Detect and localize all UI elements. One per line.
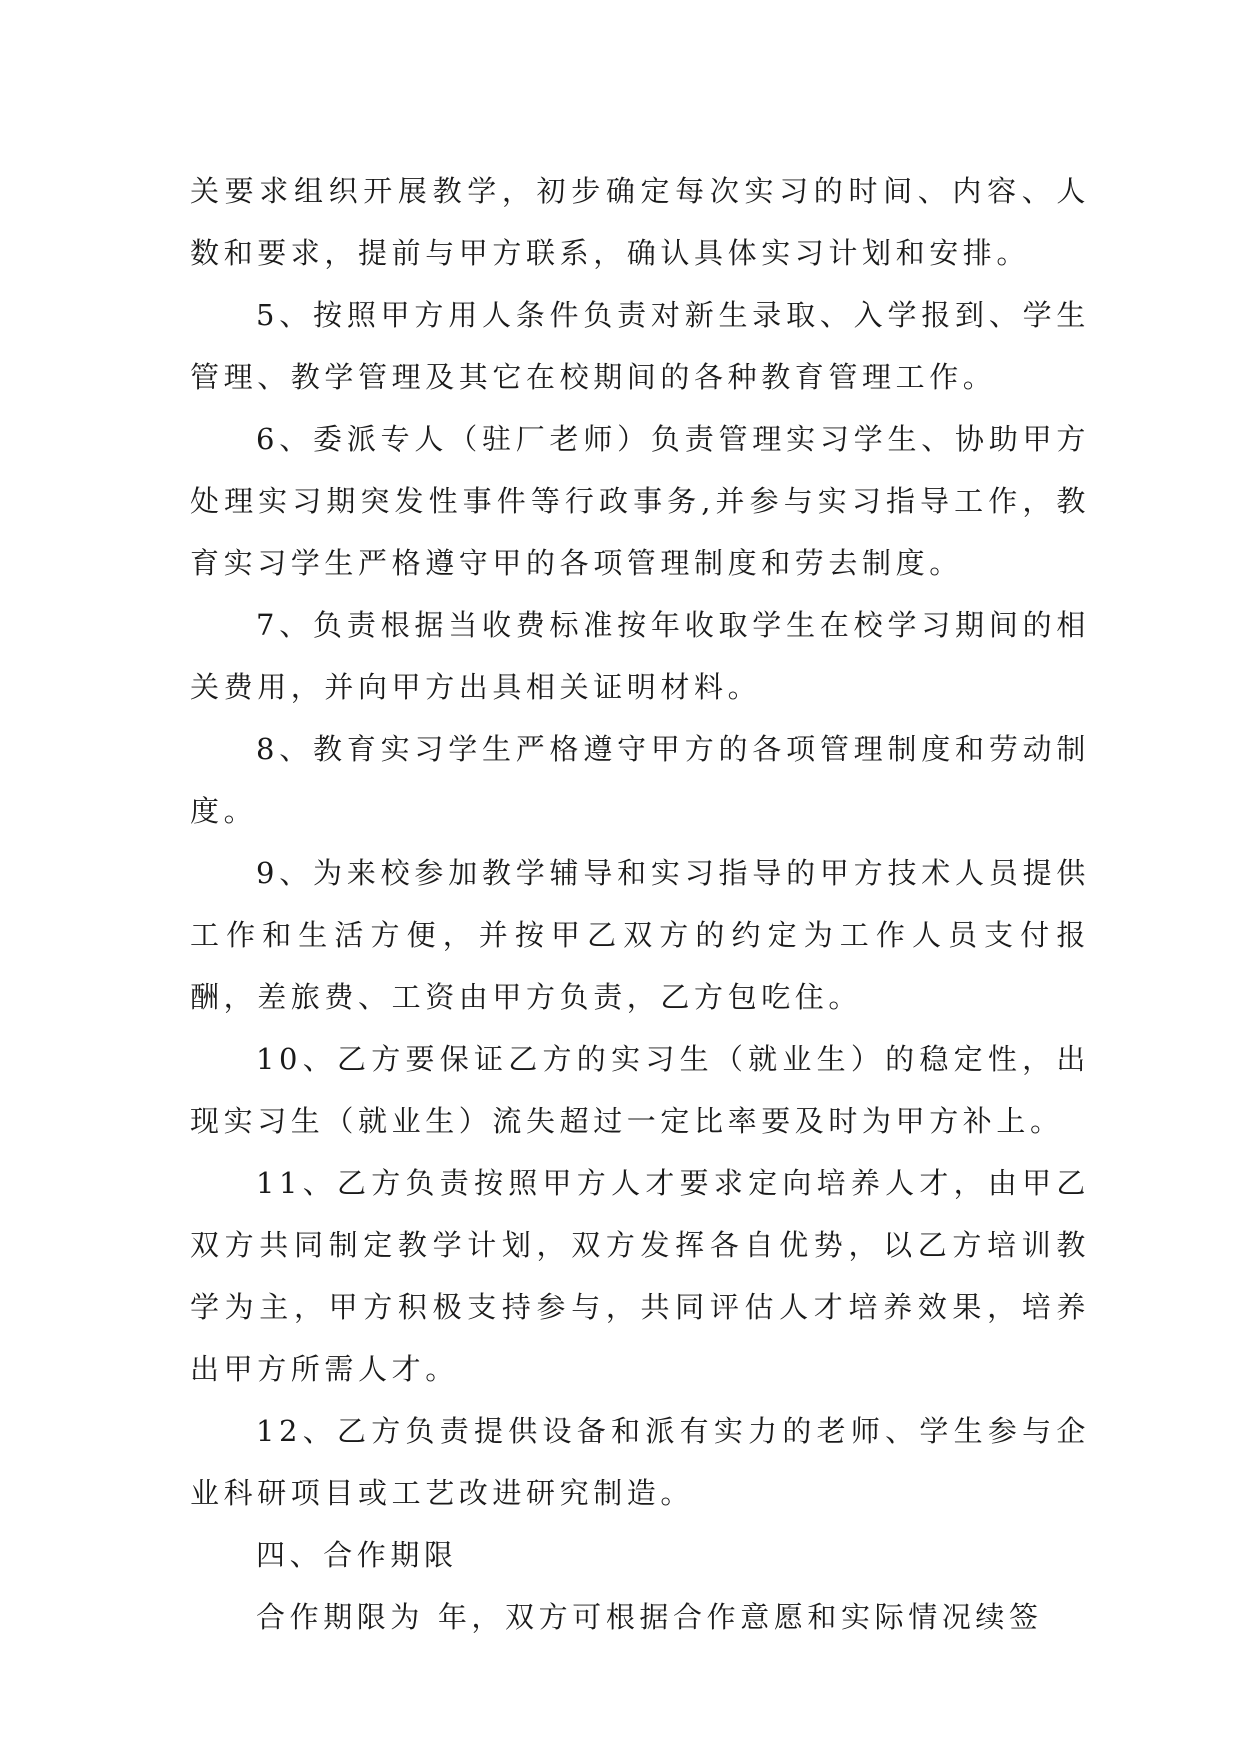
paragraph-item-5: 5、按照甲方用人条件负责对新生录取、入学报到、学生管理、教学管理及其它在校期间的各种教育管理工作。	[190, 298, 1090, 394]
paragraph-item-7: 7、负责根据当收费标准按年收取学生在校学习期间的相关费用，并向甲方出具相关证明材料。	[190, 608, 1090, 704]
paragraph-item-12: 12、乙方负责提供设备和派有实力的老师、学生参与企业科研项目或工艺改进研究制造。	[190, 1414, 1090, 1510]
section-heading-cooperation-period: 四、合作期限	[256, 1538, 458, 1572]
paragraph-item-11: 11、乙方负责按照甲方人才要求定向培养人才，由甲乙双方共同制定教学计划，双方发挥各自优势，以乙方培训教学为主，甲方积极支持参与，共同评估人才培养效果，培养出甲方所需人才。	[190, 1166, 1090, 1386]
paragraph-continuation: 关要求组织开展教学，初步确定每次实习的时间、内容、人数和要求，提前与甲方联系，确认具体实习计划和安排。	[190, 174, 1090, 270]
document-body	[190, 160, 1090, 1648]
paragraph-cooperation-period: 合作期限为 年，双方可根据合作意愿和实际情况续签	[256, 1600, 1043, 1634]
paragraph-item-9: 9、为来校参加教学辅导和实习指导的甲方技术人员提供工作和生活方便，并按甲乙双方的约定为工作人员支付报酬，差旅费、工资由甲方负责，乙方包吃住。	[190, 856, 1090, 1014]
paragraph-item-8: 8、教育实习学生严格遵守甲方的各项管理制度和劳动制度。	[190, 732, 1090, 828]
paragraph-item-6: 6、委派专人（驻厂老师）负责管理实习学生、协助甲方处理实习期突发性事件等行政事务,并参与实习指导工作，教育实习学生严格遵守甲的各项管理制度和劳去制度。	[190, 422, 1090, 580]
paragraph-item-10: 10、乙方要保证乙方的实习生（就业生）的稳定性，出现实习生（就业生）流失超过一定比率要及时为甲方补上。	[190, 1042, 1090, 1138]
